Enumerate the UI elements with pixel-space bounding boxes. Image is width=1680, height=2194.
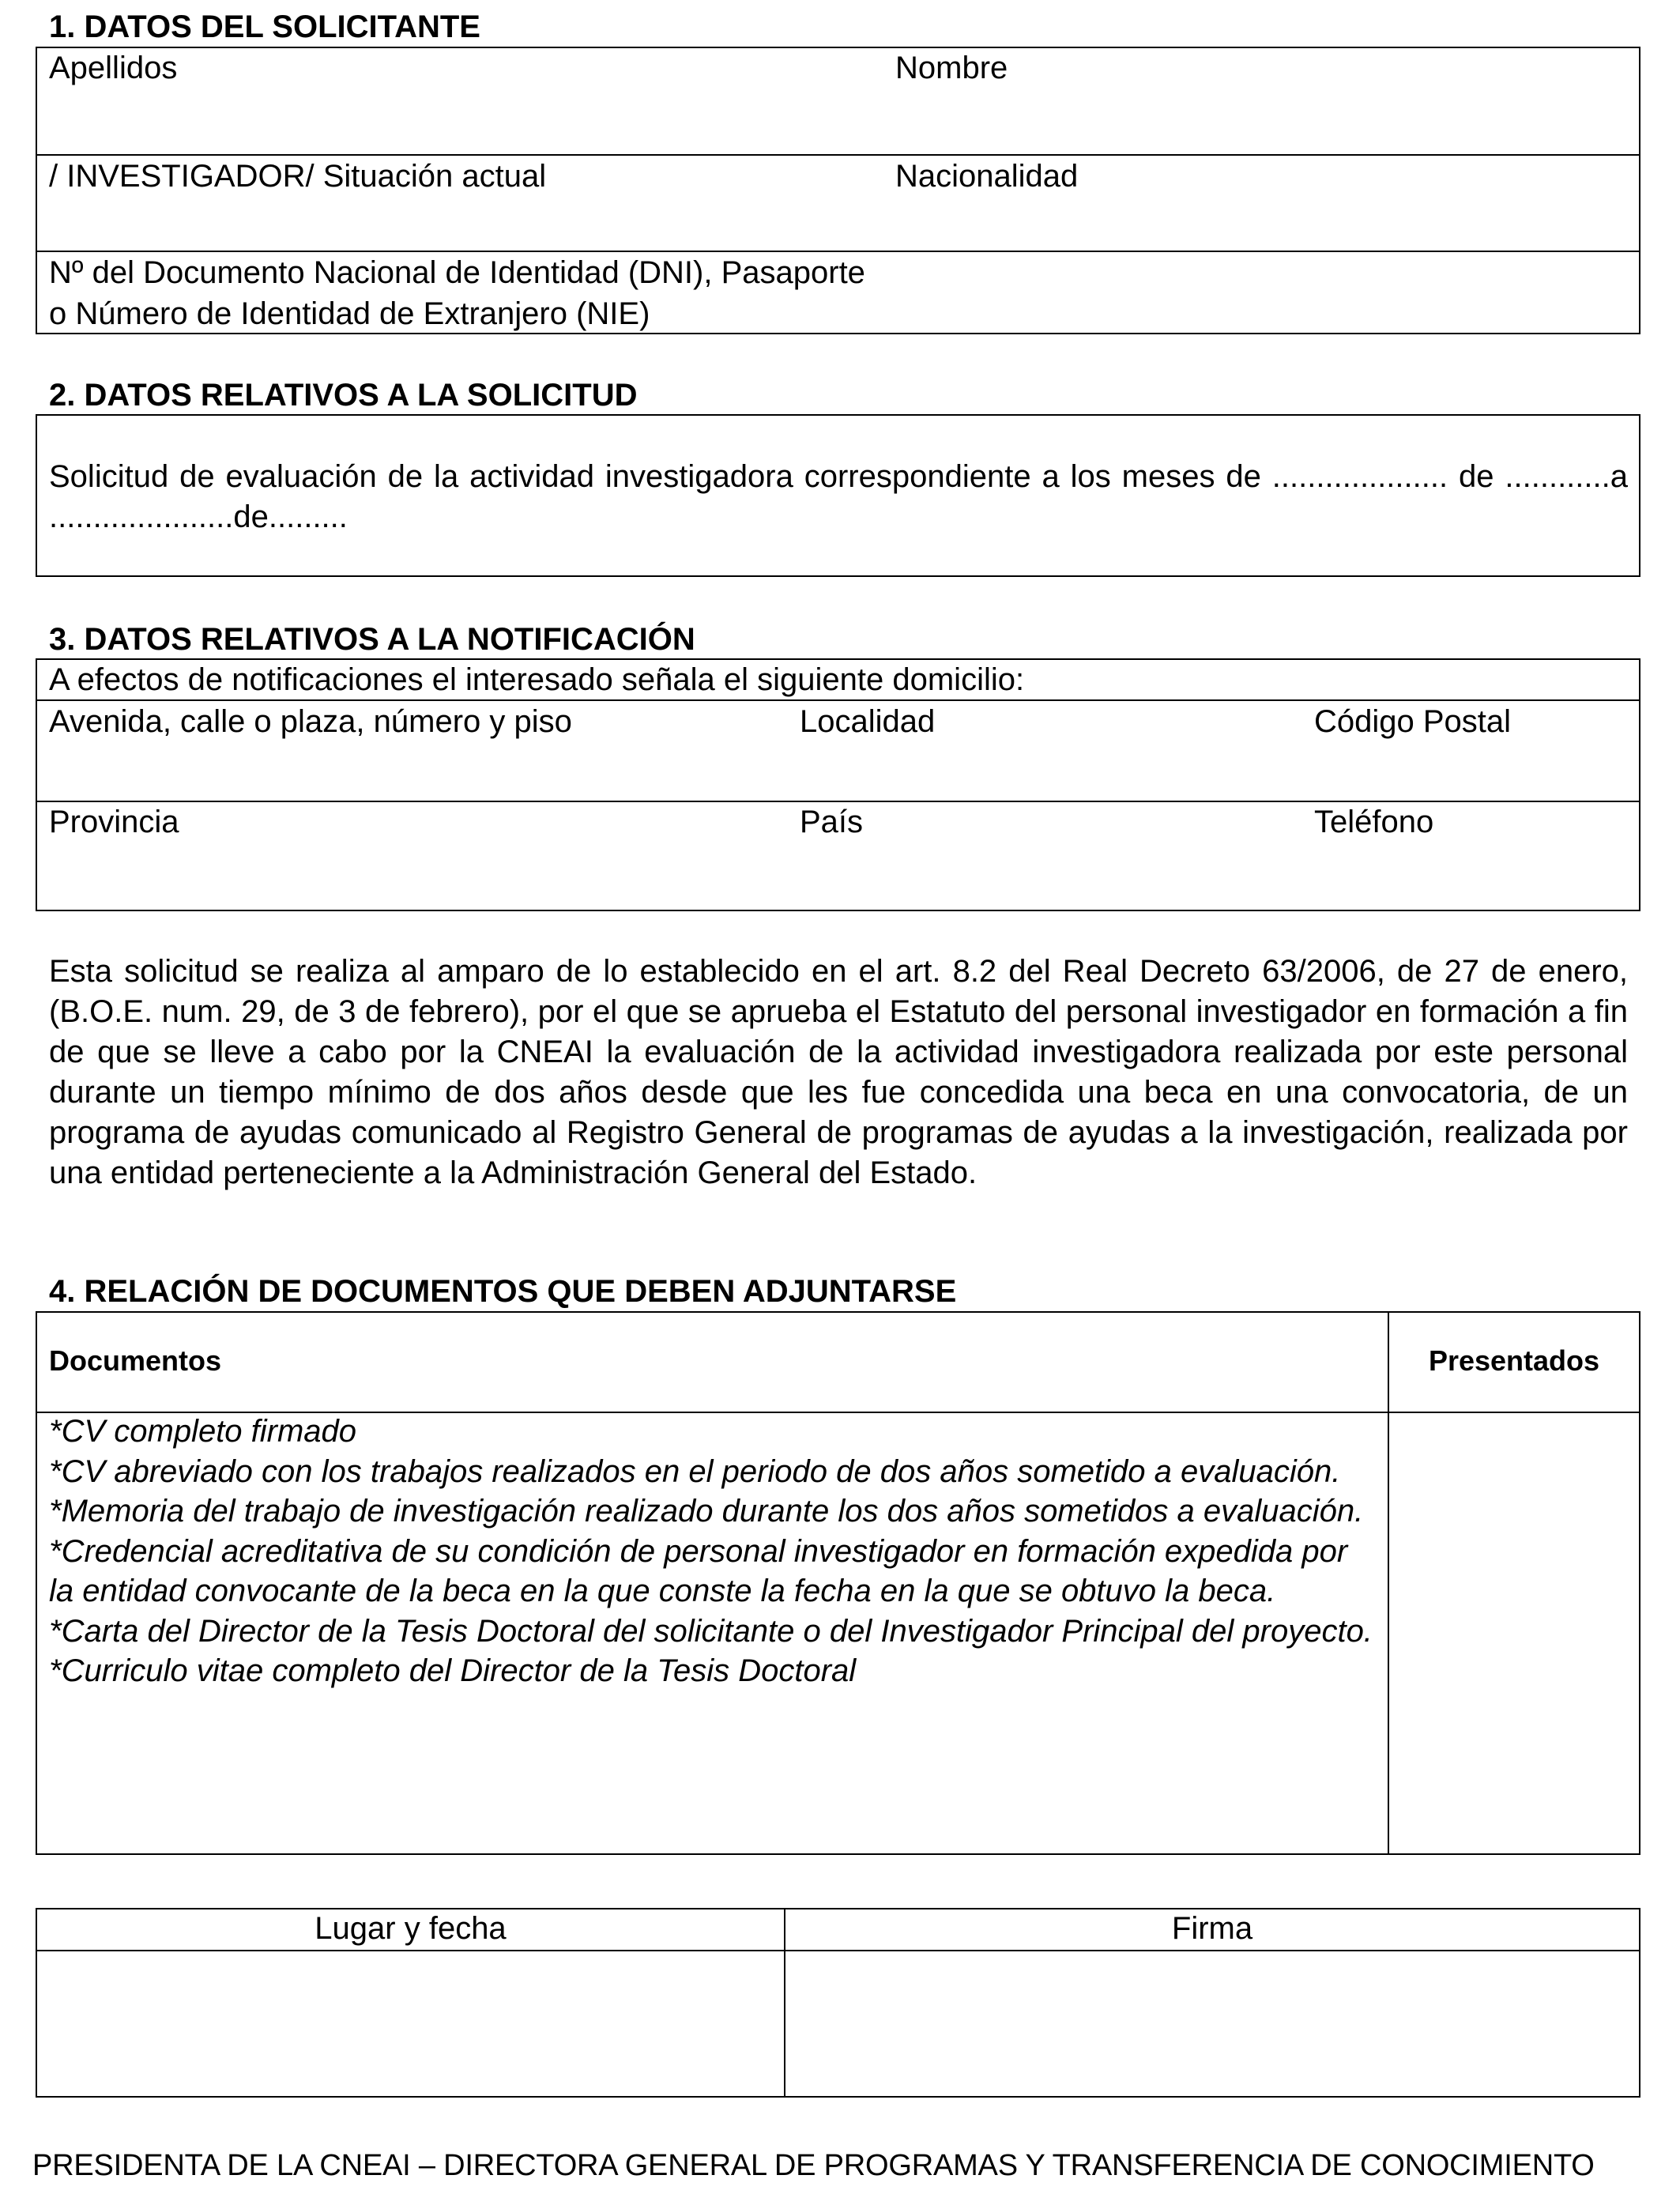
list-item: *Carta del Director de la Tesis Doctoral del solicitante o del Investigador Principal del proyecto. <box>49 1613 1373 1649</box>
list-item: *CV abreviado con los trabajos realizados en el periodo de dos años sometido a evaluación. <box>49 1453 1341 1489</box>
field-label-documento-line1: Nº del Documento Nacional de Identidad (DNI), Pasaporte <box>49 255 865 290</box>
field-label-nacionalidad: Nacionalidad <box>895 159 1079 194</box>
field-label-pais: País <box>800 805 864 839</box>
nacionalidad-field[interactable] <box>895 198 1630 247</box>
column-header-presentados: Presentados <box>1428 1344 1600 1377</box>
provincia-field[interactable] <box>49 843 776 906</box>
field-label-nombre: Nombre <box>895 51 1008 85</box>
field-label-codigo-postal: Código Postal <box>1314 704 1512 739</box>
documento-field[interactable] <box>980 254 1628 330</box>
field-label-telefono: Teléfono <box>1314 805 1434 839</box>
telefono-field[interactable] <box>1314 843 1630 906</box>
situacion-field[interactable] <box>49 198 839 247</box>
request-text: Solicitud de evaluación de la actividad investigadora correspondiente a los meses de .................... de ............a .....................de......... <box>49 459 1628 534</box>
apellidos-field[interactable] <box>49 89 839 150</box>
field-label-direccion: Avenida, calle o plaza, número y piso <box>49 704 572 739</box>
list-item: *Credencial acreditativa de su condición de personal investigador en formación expedida por la entidad convocante de la beca en la que conste la fecha en la que se obtuvo la beca. <box>49 1533 1348 1608</box>
codigo-postal-field[interactable] <box>1314 743 1630 797</box>
localidad-field[interactable] <box>800 743 1290 797</box>
field-label-situacion: / INVESTIGADOR/ Situación actual <box>49 159 547 194</box>
signature-field[interactable] <box>787 1953 1639 2094</box>
field-label-apellidos: Apellidos <box>49 51 178 85</box>
label-lugar-fecha: Lugar y fecha <box>315 1911 507 1946</box>
field-label-provincia: Provincia <box>49 805 179 839</box>
divider <box>36 801 1640 802</box>
field-label-documento-line2: o Número de Identidad de Extranjero (NIE) <box>49 296 650 331</box>
column-divider <box>1388 1311 1389 1855</box>
list-item: *Curriculo vitae completo del Director de la Tesis Doctoral <box>49 1653 857 1688</box>
section3-title: 3. DATOS RELATIVOS A LA NOTIFICACIÓN <box>49 622 695 657</box>
presentados-field[interactable] <box>1391 1415 1637 1851</box>
nombre-field[interactable] <box>895 89 1630 150</box>
section4-title: 4. RELACIÓN DE DOCUMENTOS QUE DEBEN ADJUNTARSE <box>49 1274 957 1309</box>
divider <box>36 154 1640 156</box>
section2-title: 2. DATOS RELATIVOS A LA SOLICITUD <box>49 378 638 413</box>
list-item: *Memoria del trabajo de investigación realizado durante los dos años sometidos a evaluación. <box>49 1494 1364 1529</box>
field-label-localidad: Localidad <box>800 704 936 739</box>
documents-list <box>49 1412 1377 1691</box>
list-item: *CV completo firmado <box>49 1414 357 1449</box>
lugar-fecha-field[interactable] <box>39 1953 782 2094</box>
notification-intro: A efectos de notificaciones el interesado señala el siguiente domicilio: <box>49 662 1025 697</box>
label-firma: Firma <box>1171 1911 1253 1946</box>
column-header-documentos: Documentos <box>49 1344 222 1377</box>
divider <box>36 1950 1640 1951</box>
direccion-field[interactable] <box>49 743 776 797</box>
divider <box>36 251 1640 252</box>
section1-title: 1. DATOS DEL SOLICITANTE <box>49 9 480 44</box>
pais-field[interactable] <box>800 843 1290 906</box>
footer-text: PRESIDENTA DE LA CNEAI – DIRECTORA GENERAL DE PROGRAMAS Y TRANSFERENCIA DE CONOCIMIENTO <box>32 2149 1595 2182</box>
legal-text: Esta solicitud se realiza al amparo de lo establecido en el art. 8.2 del Real Decreto 63/2006, de 27 de enero, (B.O.E. num. 29, de 3 de febrero), por el que se aprueba el Estatuto del personal investigador en formación a fin de que se lleve a cabo por la CNEAI la evaluación de la actividad investigadora realizada por este personal durante un tiempo mínimo de dos años desde que les fue concedida una beca en una convocatoria, de un programa de ayudas comunicado al Registro General de programas de ayudas a la investigación, realizada por una entidad perteneciente a la Administración General del Estado. <box>49 954 1628 1190</box>
divider <box>36 699 1640 701</box>
